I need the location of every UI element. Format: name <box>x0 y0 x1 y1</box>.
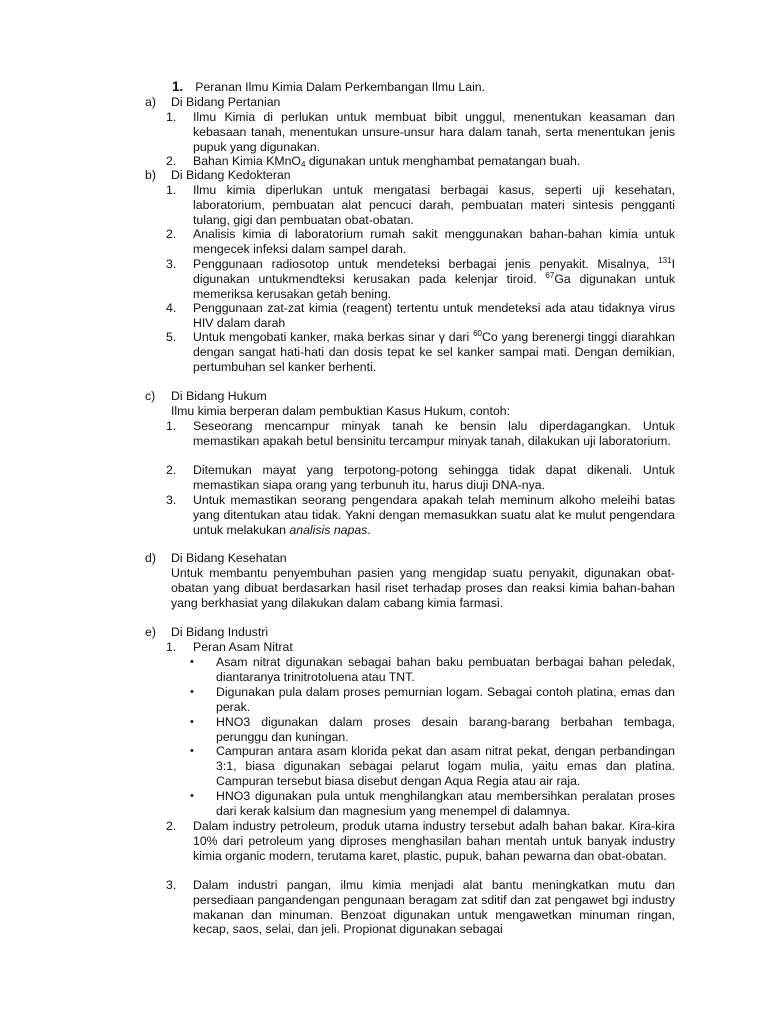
kedokteran-item-3: 3. Penggunaan radiosotop untuk mendeteksi berbagai jenis penyakit. Misalnya, $^{131}$I digunakan untukmendteksi kerusakan pada kelenjar tiroid. $^{67}$Ga digunakan untuk memeriksa kerusakan getah bening. <box>166 256 676 301</box>
kedokteran-item-4: 4. Penggunaan zat-zat kimia (reagent) tertentu untuk mendeteksi ada atau tidaknya virus HIV dalam darah <box>166 301 675 330</box>
kedokteran-item-5: 5. Untuk mengobati kanker, maka berkas sinar γ dari $^{60}$Co yang berenergi tinggi diarahkan dengan sangat hati-hati dan dosis tepat ke sel kanker sampai mati. Dengan demikian, pertumbuhan sel kanker berhenti. <box>166 329 676 374</box>
kedokteran-item-1: 1. Ilmu kimia diperlukan untuk mengatasi berbagai kasus, seperti uji kesehatan, laboratorium, pembuatan alat pencuci darah, pembuatan materi sintesis pengganti tulang, gigi dan pembuatan obat-obatan. <box>166 183 675 227</box>
kedokteran-item-2: 2. Analisis kimia di laboratorium rumah sakit menggunakan bahan-bahan kimia untuk mengecek infeksi dalam sampel darah. <box>166 227 675 256</box>
hukum-item-1: 1. Seseorang mencampur minyak tanah ke bensin lalu diperdagangkan. Untuk memastikan apakah betul bensinitu tercampur minyak tanah, dilakukan uji laboratorium. <box>166 419 675 448</box>
title-text: Peranan Ilmu Kimia Dalam Perkembangan Ilmu Lain. <box>195 80 486 94</box>
section-title <box>172 80 485 95</box>
heading-industri: e) Di Bidang Industri <box>145 625 269 639</box>
hukum-intro: Ilmu kimia berperan dalam pembuktian Kasus Hukum, contoh: <box>171 404 511 418</box>
title-number: 1. <box>172 79 184 94</box>
industri-item-1: 1. Peran Asam Nitrat <box>166 640 293 654</box>
heading-hukum: c) Di Bidang Hukum <box>145 389 267 403</box>
heading-kedokteran: b) Di Bidang Kedokteran <box>145 168 291 182</box>
list-item: • Campuran antara asam klorida pekat dan asam nitrat pekat, dengan perbandingan 3:1, biasa digunakan sebagai pelarut logam mulia, yaitu emas dan platina. Campuran tersebut biasa disebut dengan Aqua Regia atau air raja. <box>190 744 675 788</box>
industri-item-3: 3. Dalam industri pangan, ilmu kimia menjadi alat bantu meningkatkan mutu dan persediaan pangandengan pengunaan beragam zat sditif dan zat pengawet bgi industry makanan dan minuman. Benzoat digunakan untuk mengawetkan minuman ringan, kecap, saos, selai, dan jeli. Propionat digunakan sebagai <box>166 878 675 937</box>
list-item: • HNO3 digunakan pula untuk menghilangkan atau membersihkan peralatan proses dari kerak kalsium dan magnesium yang menempel di dalamnya. <box>190 789 675 818</box>
list-item: • HNO3 digunakan dalam proses desain barang-barang berbahan tembaga, perunggu dan kuningan. <box>190 715 675 744</box>
industri-item-2: 2. Dalam industry petroleum, produk utama industry tersebut adalh bahan bakar. Kira-kira 10% dari petroleum yang diproses menghasilan bahan mentah untuk banyak industry kimia organic modern, terutama karet, plastic, pupuk, bahan pewarna dan obat-obatan. <box>166 819 675 863</box>
kesehatan-paragraph: Untuk membantu penyembuhan pasien yang mengidap suatu penyakit, digunakan obat-obatan yang dibuat berdasarkan hasil riset terhadap proses dan reaksi kimia bahan-bahan yang berkhasiat yang dilakukan dalam cabang kimia farmasi. <box>171 566 675 610</box>
pertanian-item-1: 1. Ilmu Kimia di perlukan untuk membuat bibit unggul, menentukan keasaman dan kebasaan tanah, menentukan unsure-unsur hara dalam tanah, serta menentukan jenis pupuk yang digunakan. <box>166 110 675 154</box>
hukum-item-3: 3. Untuk memastikan seorang pengendara apakah telah meminum alkoho meleihi batas yang ditentukan atau tidak. Yakni dengan memasukkan suatu alat ke mulut pengendara untuk melakukan analisis napas. <box>166 493 675 537</box>
hukum-item-2: 2. Ditemukan mayat yang terpotong-potong sehingga tidak dapat dikenali. Untuk memastikan siapa orang yang terbunuh itu, harus diuji DNA-nya. <box>166 463 675 492</box>
list-item: • Asam nitrat digunakan sebagai bahan baku pembuatan berbagai bahan peledak, diantaranya trinitrotoluena atau TNT. <box>190 655 675 684</box>
heading-kesehatan: d) Di Bidang Kesehatan <box>145 551 287 565</box>
list-item: • Digunakan pula dalam proses pemurnian logam. Sebagai contoh platina, emas dan perak. <box>190 685 675 714</box>
heading-pertanian: a) Di Bidang Pertanian <box>145 95 281 109</box>
pertanian-item-2: 2. Bahan Kimia KMnO$_4$ digunakan untuk menghambat pematangan buah. <box>166 154 581 169</box>
